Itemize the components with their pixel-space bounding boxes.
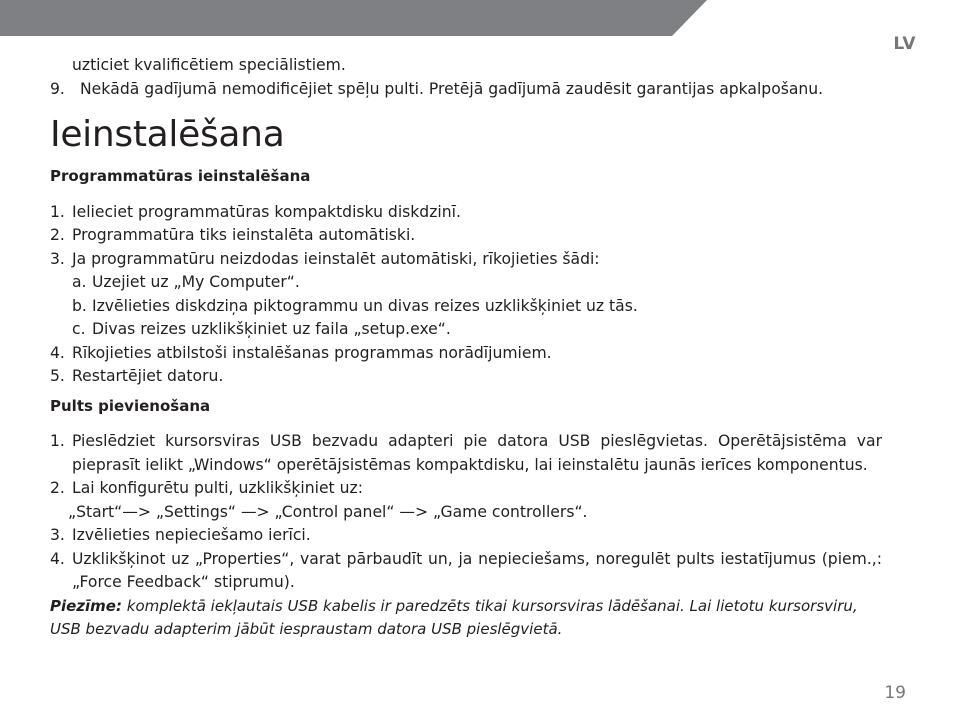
sub-list-text: Divas reizes uzklikšķiniet uz faila „setup.exe“. — [92, 320, 451, 338]
sub-list-item — [50, 318, 882, 342]
sub-list-text: Uzejiet uz „My Computer“. — [92, 273, 300, 291]
list-number: 1. — [50, 432, 65, 450]
list-text: Ielieciet programmatūras kompaktdisku diskdzinī. — [72, 202, 461, 221]
list-text: Ja programmatūru neizdodas ieinstalēt automātiski, rīkojieties šādi: — [72, 249, 600, 268]
list-item-9 — [50, 78, 882, 102]
intro-continuation: uzticiet kvalificētiem speciālistiem. — [72, 56, 346, 74]
list-item — [50, 477, 882, 501]
list-number: 4. — [50, 549, 65, 568]
list-number: 2. — [50, 226, 65, 244]
sub-list-item — [50, 295, 882, 319]
list-number: 3. — [50, 526, 65, 544]
sub-list-letter: b. — [72, 296, 87, 315]
list-item — [50, 342, 882, 366]
list-text: Izvēlieties nepieciešamo ierīci. — [72, 526, 311, 544]
list-text: Pieslēdziet kursorsviras USB bezvadu adapteri pie datora USB pieslēgvietas. Operētājsistēma var pieprasīt ielikt „Windows“ operētājsistēmas kompaktdisku, lai ieinstalētu jaunās ierīces komponentus. — [72, 432, 882, 474]
list-item — [50, 365, 882, 389]
note-text: komplektā iekļautais USB kabelis ir paredzēts tikai kursorsviras lādēšanai. Lai lietotu kursorsviru, USB bezvadu adapterim jābūt iespraustam datora USB pieslēgvietā. — [50, 596, 858, 638]
list-item — [50, 430, 882, 477]
list-number: 9. — [50, 79, 65, 98]
list-item — [50, 201, 882, 225]
list-item — [50, 224, 882, 248]
sub-list-item — [50, 271, 882, 295]
list-number: 4. — [50, 343, 65, 362]
sub-list-letter: c. — [72, 320, 86, 338]
list-number: 3. — [50, 249, 65, 268]
header-bar — [0, 0, 954, 36]
list-text: Lai konfigurētu pulti, uzklikšķiniet uz: — [72, 479, 363, 497]
language-label: LV — [893, 34, 916, 54]
page-number: 19 — [884, 683, 906, 703]
page-title: Ieinstalēšana — [50, 114, 285, 155]
list-text: Rīkojieties atbilstoši instalēšanas programmas norādījumiem. — [72, 343, 552, 362]
page-content — [50, 54, 882, 641]
sub-list-text: Izvēlieties diskdziņa piktogrammu un divas reizes uzklikšķiniet uz tās. — [92, 296, 638, 315]
note-label: Piezīme: — [50, 596, 122, 615]
list-text: Restartējiet datoru. — [72, 367, 224, 385]
section-heading-software: Programmatūras ieinstalēšana — [50, 167, 311, 185]
list-number: 5. — [50, 367, 65, 385]
list-text: Programmatūra tiks ieinstalēta automātiski. — [72, 226, 416, 244]
list-text: Nekādā gadījumā nemodificējiet spēļu pulti. Pretējā gadījumā zaudēsit garantijas apkalpošanu. — [80, 79, 824, 98]
note — [50, 595, 882, 641]
section-heading-controller: Pults pievienošana — [50, 396, 211, 415]
header-bar-shape — [0, 0, 707, 36]
list-text: Uzklikšķinot uz „Properties“, varat pārbaudīt un, ja nepieciešams, noregulēt pults iestatījumus (piem.,: „Force Feedback“ stiprumu). — [72, 549, 882, 591]
list-item — [50, 248, 882, 272]
list-number: 2. — [50, 479, 65, 497]
settings-path: „Start“—> „Settings“ —> „Control panel“ —> „Game controllers“. — [68, 502, 588, 521]
list-number: 1. — [50, 202, 65, 221]
sub-list-letter: a. — [72, 273, 87, 291]
list-item — [50, 548, 882, 595]
list-item — [50, 524, 882, 548]
